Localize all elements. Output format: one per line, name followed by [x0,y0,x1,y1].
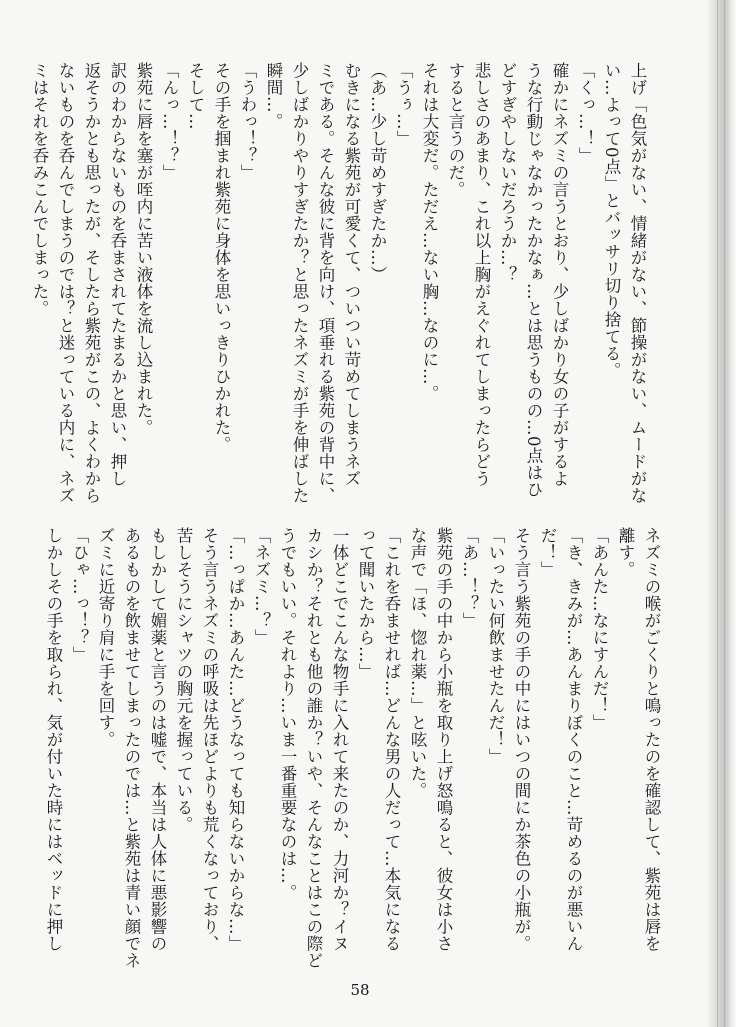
binding-line [724,0,725,1027]
text-line: って聞いたから…」 [356,527,375,680]
text-line: 瞬間…。 [264,62,283,130]
text-line: うでもいい。それより…いま一番重要なのは…。 [278,527,297,901]
text-line: い…よって0点」とバッサリ切り捨てる。 [602,62,621,379]
text-line: 「これを呑ませれば…どんな男の人だって…本気になる [382,527,401,952]
text-line: （あ…少し苛めすぎたか…） [368,62,387,283]
text-line: ミはそれを呑みこんでしまった。 [30,62,49,317]
text-line: どすぎやしないだろうか…？ [498,62,517,283]
text-line: それは大変だ。ただえ…ない胸…なのに…。 [420,62,439,402]
text-line: 「うわっ！？」 [238,62,257,181]
text-line: 「…っぱか…あんた…どうなっても知らないからな…」 [226,527,245,952]
text-line: 上げ「色気がない、情緒がない、節操がない、ムードがな [628,62,647,504]
text-line: 「くっ…！」 [576,62,595,164]
text-line: 「あ…！？」 [460,527,479,629]
text-line: すると言うのだ。 [446,62,465,198]
text-line: ないものを呑んでしまうのでは？と迷っている内に、ネズ [56,62,75,504]
text-line: だ！」 [538,527,557,578]
text-line: そう言う紫苑の手の中にはいつの間にか茶色の小瓶が。 [512,527,531,952]
text-line: 「き、きみが…あんまりぼくのこと…苛めるのが悪いん [564,527,583,952]
text-line: 確かにネズミの言うとおり、少しばかり女の子がするよ [550,62,569,487]
text-line: 「ネズミ…？」 [252,527,271,646]
lower-text-block [44,527,664,969]
page-number: 58 [350,981,370,999]
text-line: 紫苑の手の中から小瓶を取り上げ怒鳴ると、彼女は小さ [434,527,453,952]
text-line: 離す。 [616,527,635,578]
text-line: 「うぅ…」 [394,62,413,147]
binding-edge [708,0,736,1027]
text-line: そして… [186,62,205,130]
text-line: 「ひゃ…っ！？」 [70,527,89,663]
text-line: 苦しそうにシャツの胸元を握っている。 [174,527,193,833]
text-line: 「んっ…！？」 [160,62,179,181]
text-line: うな行動じゃなかったかなぁ…とは思うものの…0点はひ [524,62,543,498]
text-line: な声で「ほ、惚れ薬…」と呟いた。 [408,527,427,799]
text-line: ネズミの喉がごくりと鳴ったのを確認して、紫苑は唇を [642,527,661,952]
text-line: もしかして媚薬と言うのは嘘で、本当は人体に悪影響の [148,527,167,952]
text-line: 返そうかとも思ったが、そしたら紫苑がこの、よくわから [82,62,101,504]
text-line: 悲しさのあまり、これ以上胸がえぐれてしまったらどう [472,62,491,487]
binding-line [717,0,718,1027]
text-line: 少しばかりやりすぎたか？と思ったネズミが手を伸ばした [290,62,309,504]
text-line: ズミに近寄り肩に手を回す。 [96,527,115,748]
text-line: 「あんた…なにすんだ！」 [590,527,609,731]
text-line: 訳のわからないものを呑まされてたまるかと思い、押し [108,62,127,487]
text-line: あるものを飲ませてしまったのでは…と紫苑は青い顔でネ [122,527,141,969]
text-line: そう言うネズミの呼吸は先ほどよりも荒くなっており、 [200,527,219,952]
text-line: しかしその手を取られ、気が付いた時にはベッドに押し [44,527,63,952]
text-line: その手を掴まれ紫苑に身体を思いっきりひかれた。 [212,62,231,453]
upper-text-block [30,62,650,504]
text-line: 一体どこでこんな物手に入れて来たのか、力河か？イヌ [330,527,349,952]
text-line: カシか？それとも他の誰か？いや、そんなことはこの際ど [304,527,323,969]
text-line: ミである。そんな彼に背を向け、項垂れる紫苑の背中に、 [316,62,335,504]
text-line: 紫苑に唇を塞が咥内に苦い液体を流し込まれた。 [134,62,153,436]
text-line: 「いったい何飲ませたんだ！」 [486,527,505,765]
text-line: むきになる紫苑が可愛くて、ついつい苛めてしまうネズ [342,62,361,487]
